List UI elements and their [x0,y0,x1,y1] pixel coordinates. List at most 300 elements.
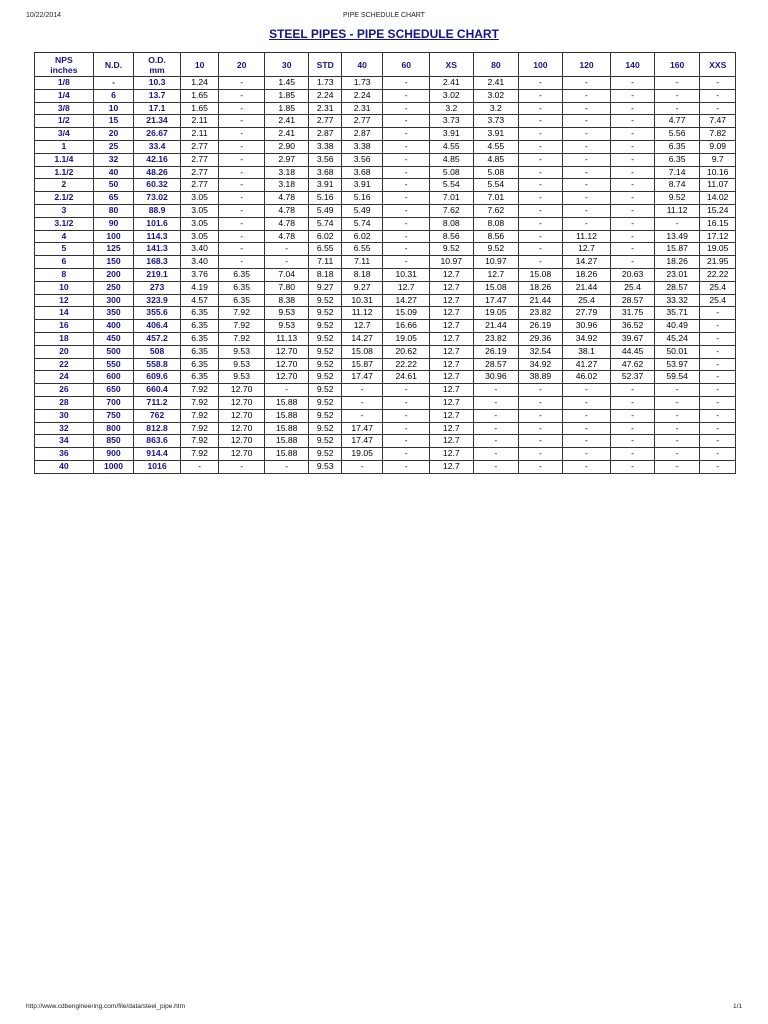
table-cell: 7.92 [180,409,218,422]
table-row [35,307,736,320]
table-cell: 26 [35,384,94,397]
table-cell: - [611,128,655,141]
table-cell: 11.12 [341,307,383,320]
table-cell: 9.52 [309,409,341,422]
table-cell: - [219,204,265,217]
table-cell: - [611,115,655,128]
table-cell: 12.7 [430,358,474,371]
table-cell: 9.52 [309,345,341,358]
table-cell: 914.4 [134,448,181,461]
table-cell: 1016 [134,460,181,473]
table-cell: - [562,153,611,166]
table-cell: - [611,230,655,243]
table-cell: 2.24 [309,89,341,102]
table-cell: - [611,409,655,422]
table-cell: 800 [93,422,134,435]
table-cell: 650 [93,384,134,397]
table-cell: 19.05 [341,448,383,461]
table-cell: - [473,396,519,409]
table-cell: 300 [93,294,134,307]
table-cell: - [473,435,519,448]
table-cell: 34.92 [519,358,563,371]
table-row [35,256,736,269]
table-cell: 3.05 [180,192,218,205]
table-cell: - [519,384,563,397]
table-cell: 150 [93,256,134,269]
table-cell: 5.74 [341,217,383,230]
table-row [35,230,736,243]
table-row [35,371,736,384]
table-cell: - [700,448,736,461]
table-cell: - [219,179,265,192]
table-cell: 15.88 [264,409,309,422]
table-cell: 8.18 [309,268,341,281]
table-cell: 10.97 [430,256,474,269]
table-cell: 3.2 [430,102,474,115]
table-cell: 88.9 [134,204,181,217]
page-number: 1/1 [732,1003,742,1010]
table-cell: - [383,243,430,256]
table-cell: - [473,460,519,473]
table-cell: 15.88 [264,396,309,409]
table-cell: 24 [35,371,94,384]
table-body [35,77,736,474]
table-cell: 762 [134,409,181,422]
table-cell: 1/8 [35,77,94,90]
table-cell: 12.7 [430,294,474,307]
table-cell: 2.90 [264,140,309,153]
table-cell: 5 [35,243,94,256]
table-cell: - [519,435,563,448]
table-cell: - [562,422,611,435]
table-cell: - [383,204,430,217]
table-cell: - [473,448,519,461]
table-cell: - [383,256,430,269]
table-cell: 7.92 [180,384,218,397]
column-header: 80 [473,53,519,77]
table-cell: 4 [35,230,94,243]
table-cell: 3.40 [180,243,218,256]
table-cell: 12.7 [430,320,474,333]
table-cell: 34 [35,435,94,448]
table-cell: 2.11 [180,128,218,141]
table-cell: 10.3 [134,77,181,90]
table-cell: 8 [35,268,94,281]
table-cell: - [562,128,611,141]
table-cell: 3/4 [35,128,94,141]
table-cell: 65 [93,192,134,205]
table-cell: 12.70 [219,384,265,397]
table-cell: 38.89 [519,371,563,384]
table-cell: - [473,422,519,435]
column-header: 30 [264,53,309,77]
table-row [35,77,736,90]
table-cell: 1.85 [264,89,309,102]
table-cell: - [383,128,430,141]
table-cell: 48.26 [134,166,181,179]
table-cell: 6.02 [341,230,383,243]
table-cell: 9.52 [309,422,341,435]
table-cell: 4.77 [654,115,700,128]
table-cell: 33.32 [654,294,700,307]
table-cell: - [219,77,265,90]
table-cell: 3.05 [180,230,218,243]
table-cell: 6.55 [341,243,383,256]
table-cell: - [611,384,655,397]
table-cell: 200 [93,268,134,281]
table-cell: 11.12 [654,204,700,217]
table-cell: 23.82 [519,307,563,320]
table-cell: 7.62 [473,204,519,217]
table-cell: 7.11 [309,256,341,269]
table-cell: 8.56 [430,230,474,243]
table-cell: - [700,435,736,448]
table-cell: 4.78 [264,192,309,205]
table-row [35,409,736,422]
table-cell: 2.77 [180,140,218,153]
table-cell: 7.92 [180,435,218,448]
table-cell: - [519,192,563,205]
table-cell: 7.82 [700,128,736,141]
table-cell: 4.55 [430,140,474,153]
table-cell: - [219,192,265,205]
table-cell: 7.92 [180,448,218,461]
table-cell: 1.24 [180,77,218,90]
table-cell: 10.16 [700,166,736,179]
table-cell: 19.05 [473,307,519,320]
table-cell: - [611,89,655,102]
table-cell: 6.35 [219,294,265,307]
table-cell: 26.67 [134,128,181,141]
table-cell: 73.02 [134,192,181,205]
table-cell: 12.70 [219,409,265,422]
table-cell: 8.74 [654,179,700,192]
table-cell: 750 [93,409,134,422]
table-cell: - [654,422,700,435]
table-cell: 15.09 [383,307,430,320]
table-cell: 250 [93,281,134,294]
table-cell: 38.1 [562,345,611,358]
table-cell: 3/8 [35,102,94,115]
table-cell: 1.1/4 [35,153,94,166]
page-footer [26,1003,742,1013]
table-cell: 16.66 [383,320,430,333]
table-cell: - [383,140,430,153]
table-cell: 28.57 [611,294,655,307]
table-cell: 7.11 [341,256,383,269]
table-cell: 700 [93,396,134,409]
table-cell: 10 [93,102,134,115]
table-cell: 7.01 [473,192,519,205]
table-cell: 1/2 [35,115,94,128]
table-cell: 15.08 [519,268,563,281]
table-cell: - [654,396,700,409]
table-cell: 13.7 [134,89,181,102]
table-cell: 25.4 [611,281,655,294]
table-cell: 400 [93,320,134,333]
table-cell: - [700,384,736,397]
table-cell: - [562,166,611,179]
table-cell: - [341,460,383,473]
table-cell: - [519,230,563,243]
table-cell: 141.3 [134,243,181,256]
table-cell: - [519,115,563,128]
table-cell: 5.49 [341,204,383,217]
table-row [35,179,736,192]
table-cell: 10.97 [473,256,519,269]
table-cell: - [654,89,700,102]
table-cell: - [341,396,383,409]
table-cell: - [562,217,611,230]
table-cell: 6.35 [180,358,218,371]
table-cell: 4.78 [264,217,309,230]
table-cell: 2.11 [180,115,218,128]
table-cell: 7.62 [430,204,474,217]
table-cell: - [611,204,655,217]
table-cell: - [611,153,655,166]
table-cell: 2.31 [309,102,341,115]
table-cell: 6 [35,256,94,269]
page-header [26,12,742,24]
table-cell: 9.52 [309,435,341,448]
table-cell: - [383,77,430,90]
table-cell: 5.74 [309,217,341,230]
table-cell: - [700,77,736,90]
table-cell: 12.70 [264,358,309,371]
table-cell: 22.22 [700,268,736,281]
table-cell: - [219,243,265,256]
table-cell: 40 [35,460,94,473]
table-cell: - [383,396,430,409]
table-cell: 3.38 [309,140,341,153]
table-cell: 3.40 [180,256,218,269]
table-cell: 11.13 [264,332,309,345]
table-cell: 7.92 [180,422,218,435]
table-cell: - [700,371,736,384]
table-cell: 20.63 [611,268,655,281]
column-header: 20 [219,53,265,77]
table-cell: 15.88 [264,422,309,435]
table-cell: - [562,448,611,461]
table-cell: 26.19 [519,320,563,333]
table-cell: 3.38 [341,140,383,153]
table-cell: 9.53 [309,460,341,473]
table-cell: 3.73 [473,115,519,128]
table-cell: - [562,384,611,397]
table-cell: 1.65 [180,102,218,115]
table-cell: - [519,460,563,473]
table-cell: 12.7 [341,320,383,333]
table-cell: 600 [93,371,134,384]
table-cell: 4.78 [264,230,309,243]
table-cell: 50.01 [654,345,700,358]
source-url: http://www.cdbengineering.com/file/data/steel_pipe.htm [26,1003,185,1010]
table-cell: 15.08 [473,281,519,294]
table-cell: 90 [93,217,134,230]
table-cell: 15.24 [700,204,736,217]
table-cell: 6.35 [654,140,700,153]
table-cell: 12 [35,294,94,307]
table-cell: - [519,256,563,269]
table-cell: 6.35 [180,320,218,333]
table-cell: 12.7 [430,281,474,294]
table-cell: 15 [93,115,134,128]
table-cell: 20 [35,345,94,358]
table-cell: 29.36 [519,332,563,345]
header-row [35,53,736,77]
table-cell: 11.07 [700,179,736,192]
table-cell: - [341,409,383,422]
table-cell: - [383,384,430,397]
table-cell: 27.79 [562,307,611,320]
table-cell: 355.6 [134,307,181,320]
table-row [35,217,736,230]
column-header: STD [309,53,341,77]
table-cell: 5.16 [341,192,383,205]
table-row [35,320,736,333]
table-cell: - [700,89,736,102]
table-cell: 323.9 [134,294,181,307]
table-cell: 7.01 [430,192,474,205]
table-cell: 850 [93,435,134,448]
table-cell: 12.7 [430,448,474,461]
table-cell: 3.02 [473,89,519,102]
table-cell: 47.62 [611,358,655,371]
table-cell: - [654,217,700,230]
table-cell: 900 [93,448,134,461]
table-cell: 863.6 [134,435,181,448]
table-cell: 12.70 [219,435,265,448]
table-cell: 28.57 [654,281,700,294]
table-row [35,294,736,307]
table-cell: - [654,448,700,461]
table-cell: - [519,243,563,256]
table-cell: 30.96 [562,320,611,333]
table-cell: - [383,230,430,243]
table-cell: 2 [35,179,94,192]
table-cell: - [611,217,655,230]
table-cell: - [700,320,736,333]
table-cell: 9.52 [309,371,341,384]
table-cell: 53.97 [654,358,700,371]
table-cell: 3.05 [180,204,218,217]
table-cell: - [700,422,736,435]
table-cell: 9.09 [700,140,736,153]
table-cell: 19.05 [700,243,736,256]
table-cell: 2.41 [430,77,474,90]
table-cell: - [611,422,655,435]
table-cell: 12.7 [430,307,474,320]
table-row [35,243,736,256]
table-row [35,460,736,473]
table-cell: 15.88 [264,435,309,448]
column-header: XS [430,53,474,77]
table-row [35,166,736,179]
table-cell: 9.52 [430,243,474,256]
table-cell: - [383,435,430,448]
table-cell: 2.24 [341,89,383,102]
table-cell: 2.41 [473,77,519,90]
table-cell: 8.08 [430,217,474,230]
table-cell: - [611,77,655,90]
table-cell: 9.52 [309,448,341,461]
column-header: 10 [180,53,218,77]
table-cell: 41.27 [562,358,611,371]
table-cell: - [264,256,309,269]
table-cell: - [562,192,611,205]
table-cell: 12.7 [430,396,474,409]
table-cell: 1.1/2 [35,166,94,179]
table-cell: 12.7 [430,384,474,397]
table-cell: 40 [93,166,134,179]
table-cell: 34.92 [562,332,611,345]
table-cell: 21.44 [519,294,563,307]
table-cell: - [611,179,655,192]
table-cell: 9.53 [264,320,309,333]
table-row [35,204,736,217]
table-cell: - [383,115,430,128]
table-cell: 7.04 [264,268,309,281]
table-cell: - [519,217,563,230]
table-cell: - [519,409,563,422]
table-cell: - [264,243,309,256]
table-cell: 4.19 [180,281,218,294]
table-cell: 19.05 [383,332,430,345]
table-row [35,89,736,102]
table-cell: - [264,460,309,473]
table-cell: 17.1 [134,102,181,115]
table-cell: 16 [35,320,94,333]
table-cell: 101.6 [134,217,181,230]
table-cell: 5.08 [430,166,474,179]
table-cell: 6 [93,89,134,102]
table-cell: - [562,179,611,192]
table-cell: 25.4 [562,294,611,307]
table-cell: 9.53 [219,358,265,371]
table-cell: 114.3 [134,230,181,243]
table-cell: 2.77 [309,115,341,128]
table-cell: 32.54 [519,345,563,358]
table-cell: - [700,332,736,345]
table-cell: 12.7 [430,268,474,281]
table-cell: 1 [35,140,94,153]
table-cell: - [519,128,563,141]
table-cell: 15.08 [341,345,383,358]
table-cell: 3.91 [309,179,341,192]
table-cell: 14.27 [562,256,611,269]
table-cell: 2.31 [341,102,383,115]
table-cell: - [519,89,563,102]
table-cell: - [562,102,611,115]
table-cell: - [219,460,265,473]
table-cell: 168.3 [134,256,181,269]
table-cell: 2.87 [309,128,341,141]
table-cell: 450 [93,332,134,345]
table-cell: 3.91 [473,128,519,141]
table-cell: 12.7 [473,268,519,281]
table-cell: 9.52 [309,332,341,345]
table-cell: - [700,358,736,371]
table-cell: 500 [93,345,134,358]
table-cell: 3.91 [341,179,383,192]
table-cell: 2.77 [180,153,218,166]
table-cell: 16.15 [700,217,736,230]
table-cell: 2.77 [180,179,218,192]
table-cell: - [219,166,265,179]
table-cell: 7.47 [700,115,736,128]
table-cell: 7.92 [219,332,265,345]
table-cell: - [611,102,655,115]
